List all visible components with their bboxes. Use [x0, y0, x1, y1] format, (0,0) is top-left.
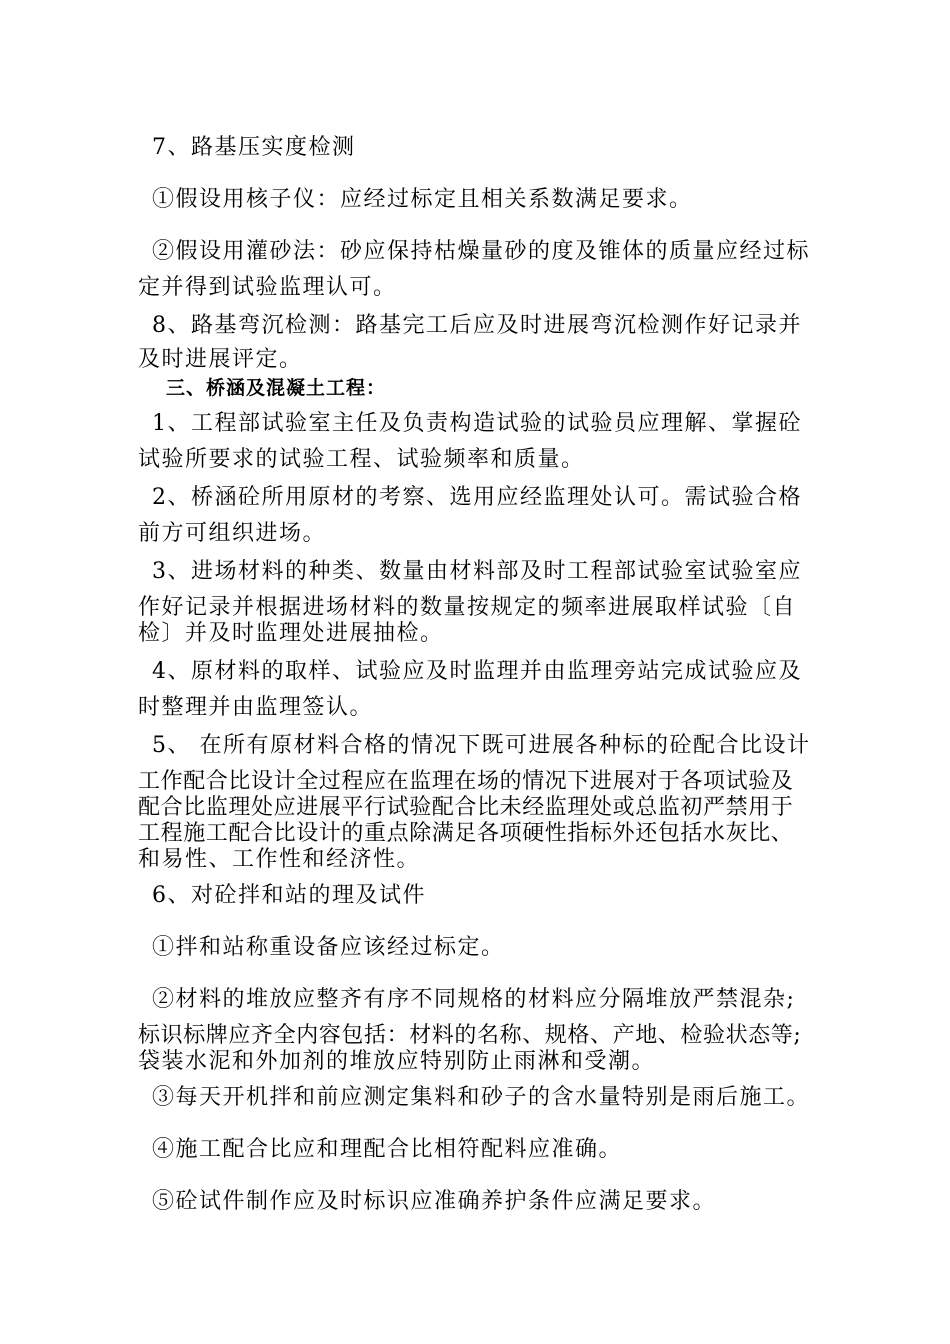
- item-8-line-2: 及时进展评定。: [138, 347, 303, 372]
- item-s6-4: ④施工配合比应和理配合比相符配料应准确。: [152, 1137, 623, 1162]
- item-s5-line-5: 和易性、工作性和经济性。: [138, 847, 421, 872]
- item-s6-3: ③每天开机拌和前应测定集料和砂子的含水量特别是雨后施工。: [152, 1085, 811, 1110]
- item-8-line-1: 8、路基弯沉检测：路基完工后应及时进展弯沉检测作好记录并: [152, 313, 802, 338]
- item-s4-line-1: 4、原材料的取样、试验应及时监理并由监理旁站完成试验应及: [152, 659, 802, 684]
- item-s2-line-1: 2、桥涵砼所用原材的考察、选用应经监理处认可。需试验合格: [152, 485, 802, 510]
- item-s6-2-line-2: 标识标牌应齐全内容包括：材料的名称、规格、产地、检验状态等;: [138, 1023, 802, 1048]
- item-7-2-line-1: ②假设用灌砂法：砂应保持枯燥量砂的度及锥体的质量应经过标: [152, 239, 811, 264]
- item-7-title: 7、路基压实度检测: [152, 135, 356, 160]
- item-s6-2-line-1: ②材料的堆放应整齐有序不同规格的材料应分隔堆放严禁混杂;: [152, 987, 796, 1012]
- item-s3-line-1: 3、进场材料的种类、数量由材料部及时工程部试验室试验室应: [152, 559, 802, 584]
- item-s3-line-3: 检〕并及时监理处进展抽检。: [138, 621, 444, 646]
- item-s1-line-1: 1、工程部试验室主任及负责构造试验的试验员应理解、掌握砼: [152, 411, 802, 436]
- section-3-heading: 三、桥涵及混凝土工程：: [166, 377, 387, 399]
- item-s5-line-1: 5、 在所有原材料合格的情况下既可进展各种标的砼配合比设计: [152, 733, 811, 758]
- item-s5-line-3: 配合比监理处应进展平行试验配合比未经监理处或总监初严禁用于: [138, 795, 794, 820]
- item-s4-line-2: 时整理并由监理签认。: [138, 695, 374, 720]
- item-s5-line-2: 工作配合比设计全过程应在监理在场的情况下进展对于各项试验及: [138, 769, 794, 794]
- item-s5-line-4: 工程施工配合比设计的重点除满足各项硬性指标外还包括水灰比、: [138, 821, 794, 846]
- item-7-2-line-2: 定并得到试验监理认可。: [138, 275, 397, 300]
- item-s6-2-line-3: 袋装水泥和外加剂的堆放应特别防止雨淋和受潮。: [138, 1049, 656, 1074]
- item-s2-line-2: 前方可组织进场。: [138, 521, 327, 546]
- item-s6-title: 6、对砼拌和站的理及试件: [152, 883, 426, 908]
- item-s3-line-2: 作好记录并根据进场材料的数量按规定的频率进展取样试验〔自: [138, 595, 797, 620]
- item-7-1: ①假设用核子仪：应经过标定且相关系数满足要求。: [152, 187, 693, 212]
- item-s6-1: ①拌和站称重设备应该经过标定。: [152, 935, 505, 960]
- item-s6-5: ⑤砼试件制作应及时标识应准确养护条件应满足要求。: [152, 1189, 717, 1214]
- item-s1-line-2: 试验所要求的试验工程、试验频率和质量。: [138, 447, 585, 472]
